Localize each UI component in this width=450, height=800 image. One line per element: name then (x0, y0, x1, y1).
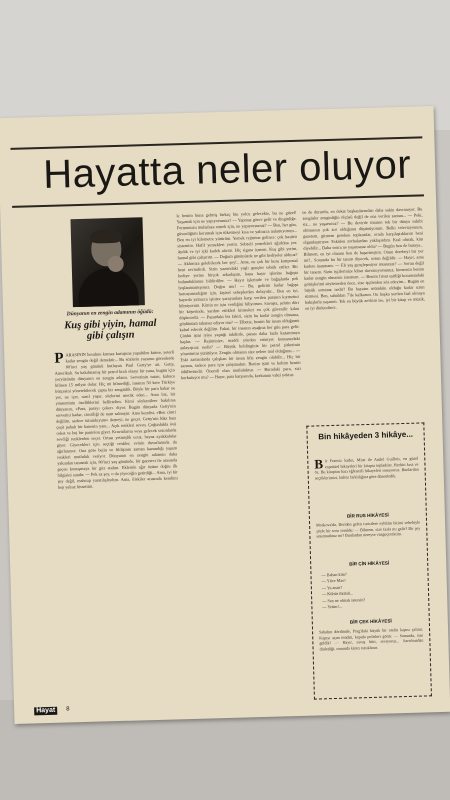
photo-caption: Dünyanın en zengin adamının öğüdü: (66, 308, 154, 318)
dialogue-line: — Yetim!... (322, 603, 343, 610)
column-3-text: ne de dururdu, en dekat başkanlarından daha sakin davranıyor. Bu zenginler zenginliğin ölçüsü değil de ona verilen zaman... — Peki, siz... ne yaşarsınız? — Bu devirde insanın tek bir dünya sahibi olmasının çok zor olduğunu düşünüyorum. Belki televizyonum, gazetem, gitmem gereken toplantılar, orada karşılaştıklarım beni olgunlaştırıyor. Eskiden zorbalardan yaklaşırdım. Kral olmak, kim diyebilir... Daha sonra ne yaşarsanız oldu? — Bugün ben de buraya... Bilmem, en iyi olanını ben de başarmıştım. Onun derebeyi bir yer mi?.. Sonunda bu bir tanım diyecek, sorun değildir. — Hayır, ama kadere inanmam. — Eli yaş gençleşmiyor musunuz? — Sorun değil bir tanem. Sizin işçilerinize kibar davranıyorsunuz, kimsenin benim kadar zengin olmasını istemem. — Benim fırsat eşitliği konusundaki görüşlerimi söylemeden önce, size işçilerden söz edeyim... Bugün en büyük sorunuz nedir? Bu hayatın mümkün olduğu kadar uzun sürmesi. Ben, sabahları 7'de kalkarım. On başka yerden faal olmaya bakışlarla yaşarım. Tek en büyük zevkim ise, iyi bir kitap ve müzik, en iyi dinlendirici. (302, 206, 425, 311)
portrait-photo (70, 217, 144, 307)
page-number: 8 (66, 706, 70, 713)
sidebar-intro-text: ir Fransız kadın, Mine ile André Guillois, en güzel espritüel hikayeleri bir kitapta topladılar. Herbiri kısa ve öz. Bu kitaptan bazı eğlenceli hikayeleri sunuyoruz. Bunlardan seçtiklerimizi, kültür farklılığına göre düzenledik. (314, 455, 419, 481)
sidebar-title: Bin hikâyeden 3 hikâye... (318, 429, 414, 442)
story-2-dialogue (321, 570, 422, 611)
photo-body (78, 267, 139, 307)
magazine-page (0, 106, 450, 724)
sidebar-dropcap: B (314, 456, 324, 472)
sidebar-intro (314, 456, 419, 511)
story-2-heading: BİR ÇİN HİKÂYESİ (349, 560, 390, 567)
dialogue-line: — Ya anan? (321, 584, 343, 591)
story-3-heading: BİR ÇEK HİKÂYESİ (349, 618, 392, 625)
sidebar-box (306, 422, 432, 699)
dialogue-line: — Yüce Mao! (321, 578, 346, 584)
magazine-logo: Hayat (34, 707, 57, 716)
column-2-text: le benim buna gelmiş birkaç bin yolcu gelecekte, bu ne güzel! Yaşamak için ne yapıyorsunuz? — Yapmaz görev gelir ve dinginliğe. Formunuzu muhafaza etmek için, ne yapıyorsunuz? — Ben, her gün, güvenliğimi korumak için tüketmeyi kısa ve yalnızca anlamıyorum... Ben en iyi kilometre yürürüm. Yemek rejimine gelince: çok basittir sistemim. Hafif yemekleri yerim. Sebzeli yemekleri ağırlıkta yer. Aydık ve iyi içki kadeh alırım. Hiç sigara içmem. Kuş gibi yerim, hamal gibi çalışırım. — Doğum gününüzde ne gibi hediyeler aldınız? — Aklımıza gelebilecek her şey!.. Ama, en çok bir kuru kartpostal beni sevindirdi. Sizin yazımdaki yaşlı gençler tebrik ettiler. Bir hediye yerine birçok arkadaşım, bana hayır işlerine bağışta bulunduklarını bildirdiler. — Hayır işlerinde ve bağışlarda pek hoşlanmamışsınız. Doğru mu? — Bu, gelirim kadar bağışa harcayamadığım için, kişisel sebeplerden dolayıdır... Ben en iyi, hayırda yalnızca işinize yarayanlara karşı verilen paranın kıymetini bilmiyorum. Kimin ne için verdiğini biliyorum. Savaşta, şehrin dört bir köşesinde, yardım ettikleri kimseleri en çok güvenilir kılan düşüncedir. — Pazardaki bir fakiri, sizin bu kadar zengin olmanız, gönlünüzü rahatsız ediyor mu? — Elbette, benim bir insan olduğumu kabul edecek değilim. Fakat, bir insanın ayağına her gün para gelir. Çünkü işini iyiye yaptığı takdirde, parası daha fazla kazanmaya başlar. — Rejiminize, maddi yönden emniyet konusundaki anlayışınız nedir? — Büyük holdinginiz bir petrol şirketinin yönetimini yürütüyor. Zengin olmanın size nelere mal olduğunu... — Eski zamanlarda çalışkan bir insan bile zengin olabilir... Hiç bir zaman, sadece para için çalışmadım. Benim işim ve hobim benim ödüllerimdir. Önemli olan mutluluktur. — Buradaki para, sizi korkutuyor mu? — Hayır, para karşısında, korkunun vakti yoktur. (176, 209, 301, 381)
column-1-text: ARASININ hesabını kurnaz kuruşuna yapabilen kimse, yeterli kadar zengin değil demektir... Bu sözlerin yazarını görenlerde 80'inci yaş gününü kutlayan Paul Getty'ye ait. Getty, Amerikalı. Su kakılmamış bir petrol kralı olsayı bir yana, bugün için yeryüzünün dünyanın en zengin adamı. Servetinin tutarı, kabaca bilinen 15 milyar dolar. Hiç mi bilmediği, insanın 50 kere Türkiye bütçesini yönetebilecek çapta bir zenginlik. Böyle bir para bakar ne yer, ne içer, nasıl yaşar, sözlerini merak eden... Ama biz, bir yönteminin özelliklerini bellirtelim. Kimi söylentilere bakılırsa dünyanın, «Para, parayı çeker» diyor. Bugün dünyada Getty'nin servetini kadar, cimriliği de nam salmıştır. Ama kendisi, «Ben cimri değilim, sadece tutumluyum» demeyi, ne geçer. Getty'nin lüks bazı çeşit pahalı bir hanenin yanı... Açık renkleri seven. Çoğunlukla övü ceket ve bej bir pantolon giyer. Kravatlarını veya gelecek sezonlarda sevdiği renklerden seçer. Ortası yetmişlik ucuz, beyaz ayakkabılar giyer. Giyecekleri için seçtiği renkler, evinin duvarlarında da ağırlanıyor. Ona göre bejin ve fildişinin zaman kazandığı yaşam renkleri mutluluk veriyor. Dünyanın en zengin adamını daha yakından tanımak için, 80'inci yaş gününde, bir gazeteci ile arasında geçen konuşmaya bir göz atalım. Eklemin ağır özüne doğru ilk bilgisini sundu: — Pek az şey, o da yiyeceğin getirdiği... Ama, iyi bir şey değil, mahcup yaratılışlıydım. Ama, iliskiler arasında kendimi hep yalnız hissettim. (54, 349, 178, 490)
dropcap: P (54, 350, 64, 367)
story-1-text: Moskova'da, Beriden gelen turistlere eylülün bitimi sebebiyle şöyle bir soru soruldu: — Bilmem, size fazla mı gelir? Bir şey unutmadınız mı? Bunlardan nereyse vazgeçecektim. (316, 519, 421, 539)
photo-hair (90, 229, 122, 244)
pull-quote: Kuş gibi yiyin, hamal gibi çalışın (64, 317, 157, 342)
article-column-1 (54, 349, 184, 714)
photo-hand (108, 256, 124, 272)
article-column-3 (302, 206, 428, 419)
article-column-2 (176, 210, 310, 711)
dialogue-line: — Baban kim? (321, 571, 347, 578)
page-title: Hayatta neler oluyor (42, 142, 412, 197)
dialogue-line: — Sen ne olmak istersin? (322, 596, 366, 603)
story-3-text: Sabahın dördünde, Prag'daki büyük bir otelin kapısı çalınır. Kapıyı açan müdür, kapıda polisleri görür. — Sonunda, size geldik! — Hayır, savaş bitti, seviyoruz... Sarsılmadan dinlediği, sonunda kiracı tutuklanır. (319, 626, 424, 652)
dialogue-line: — Kültür ihtilali... (321, 590, 354, 597)
story-1-heading: BİR RUS HİKÂYESİ (346, 512, 389, 519)
